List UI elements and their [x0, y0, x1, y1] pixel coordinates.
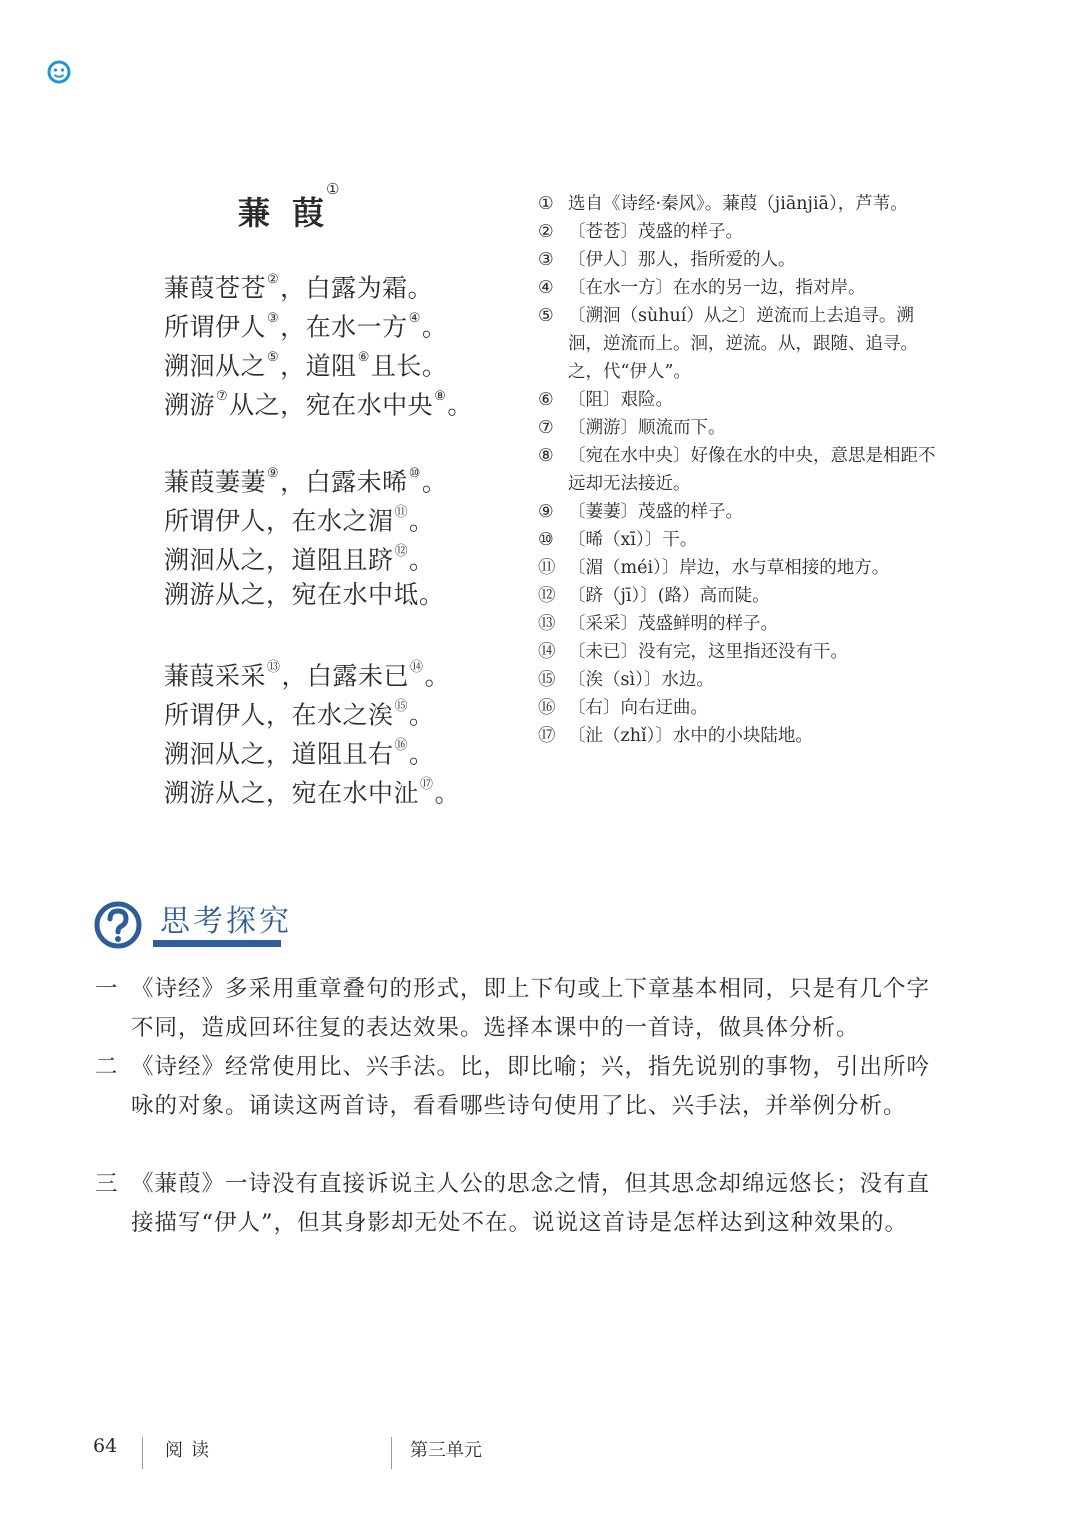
footnote-marker: ⑧: [434, 389, 447, 404]
footnote-text: 〔苍苍〕茂盛的样子。: [568, 222, 743, 242]
footnote-text: 〔沚（zhǐ）〕水中的小块陆地。: [568, 726, 813, 746]
footnote-marker: ⑭: [410, 660, 424, 675]
poem-line: [164, 652, 460, 691]
poem-stanza-1: [164, 264, 473, 420]
footnote-item: [538, 498, 948, 526]
poem-line: [164, 691, 460, 730]
footnote-number: ⑬: [538, 614, 556, 634]
poem-line: [164, 381, 473, 420]
footnote-item: [538, 442, 948, 498]
footnote-number: ④: [538, 278, 554, 298]
poem-text: 蒹葭萋萋: [164, 467, 267, 497]
poem-stanza-3: [164, 652, 460, 808]
poem-text: 。: [409, 739, 435, 769]
poem-text: 溯游从之，宛在水中坻。: [164, 580, 445, 609]
poem-line: [164, 342, 473, 381]
footnote-number: ⑤: [538, 306, 554, 326]
poem-title-mark: ①: [326, 180, 340, 199]
footnote-text: 〔溯游〕顺流而下。: [568, 418, 726, 438]
footnote-number: ③: [538, 250, 554, 270]
poem-text: 溯游从之，宛在水中沚: [164, 778, 420, 808]
poem-line: [164, 264, 473, 303]
footnote-number: ⑫: [538, 586, 556, 606]
footnote-item: [538, 582, 948, 610]
footnote-text: 〔溯洄（sùhuí）从之〕逆流而上去追寻。溯洄，逆流而上。洄，逆流。从，跟随、追寻。之，代“伊人”。: [568, 306, 918, 382]
footnote-number: ⑨: [538, 502, 554, 522]
footnote-item: [538, 302, 948, 386]
footnote-text: 〔涘（sì）〕水边。: [568, 670, 714, 690]
poem-text: 。: [421, 467, 448, 497]
footnote-text: 〔伊人〕那人，指所爱的人。: [568, 250, 796, 270]
footnote-item: [538, 274, 948, 302]
footnote-number: ①: [538, 194, 554, 214]
footnote-text: 〔宛在水中央〕好像在水的中央，意思是相距不远却无法接近。: [568, 446, 936, 494]
footnote-item: [538, 386, 948, 414]
poem-text: 。: [409, 700, 435, 730]
footnote-number: ⑰: [538, 726, 556, 746]
poem-text: ，道阻: [280, 351, 357, 381]
section-title: 思考探究: [160, 904, 292, 939]
footnote-item: [538, 218, 948, 246]
question-number: 一: [95, 976, 119, 1002]
footnote-marker: ⑥: [357, 350, 370, 365]
poem-text: 。: [409, 545, 435, 575]
poem-title: [238, 180, 347, 234]
poem-line: [164, 575, 447, 614]
poem-text: 。: [447, 390, 473, 420]
poem-stanza-2: [164, 458, 447, 614]
poem-title-text: 蒹葭: [238, 194, 347, 232]
footnote-text: 〔跻（jī）〕(路）高而陡。: [568, 586, 770, 606]
footnote-marker: ⑩: [408, 466, 421, 481]
smiley-icon: [47, 60, 71, 84]
poem-text: 溯洄从之，道阻且右: [164, 739, 394, 769]
footnote-number: ②: [538, 222, 554, 242]
footnote-marker: ⑫: [394, 544, 409, 559]
footnote-number: ⑦: [538, 418, 554, 438]
footnote-text: 〔在水一方〕在水的另一边，指对岸。: [568, 278, 866, 298]
footnote-marker: ⑦: [216, 389, 229, 404]
poem-text: 蒹葭苍苍: [164, 273, 267, 303]
poem-text: ，白露为霜。: [280, 273, 434, 303]
poem-text: 从之，宛在水中央: [229, 390, 434, 420]
poem-line: [164, 730, 460, 769]
footnote-item: [538, 190, 948, 218]
footnote-item: [538, 246, 948, 274]
poem-text: ，在水一方: [280, 312, 408, 342]
footnote-text: 〔采采〕茂盛鲜明的样子。: [568, 614, 778, 634]
question-2: [95, 1048, 945, 1126]
footnote-item: [538, 666, 948, 694]
footer-section-label: 阅读: [165, 1440, 217, 1461]
footnote-marker: ⑪: [394, 505, 409, 520]
poem-text: 溯洄从之，道阻且跻: [164, 545, 394, 575]
question-text: 《蒹葭》一诗没有直接诉说主人公的思念之情，但其思念却绵远悠长；没有直接描写“伊人”，但其身影却无处不在。说说这首诗是怎样达到这种效果的。: [131, 1171, 931, 1236]
poem-line: [164, 497, 447, 536]
footnote-text: 〔晞（xī）〕干。: [568, 530, 698, 550]
footnote-text: 〔湄（méi）〕岸边，水与草相接的地方。: [568, 558, 890, 578]
footnote-item: [538, 722, 948, 750]
poem-text: 。: [421, 312, 448, 342]
footnote-marker: ⑬: [267, 660, 281, 675]
footnote-marker: ⑯: [394, 738, 409, 753]
footnote-item: [538, 638, 948, 666]
section-underline: [153, 940, 281, 947]
question-1: [95, 970, 945, 1048]
footnote-item: [538, 610, 948, 638]
poem-text: 且长。: [370, 351, 448, 381]
footnote-marker: ⑰: [420, 777, 434, 792]
poem-text: 所谓伊人，在水之涘: [164, 700, 394, 730]
footnote-text: 〔右〕向右迂曲。: [568, 698, 708, 718]
footnote-marker: ③: [267, 311, 280, 326]
page-number: 64: [93, 1435, 118, 1457]
footnote-text: 〔阻〕艰险。: [568, 390, 673, 410]
poem-text: 。: [434, 778, 461, 808]
footnote-marker: ②: [267, 272, 280, 287]
footnote-number: ⑭: [538, 642, 556, 662]
poem-text: 所谓伊人: [164, 312, 267, 342]
footer-unit-label: 第三单元: [410, 1440, 482, 1461]
question-number: 三: [95, 1171, 119, 1197]
footnote-number: ⑯: [538, 698, 556, 718]
footnote-marker: ⑤: [267, 350, 280, 365]
question-text: 《诗经》多采用重章叠句的形式，即上下句或上下章基本相同，只是有几个字不同，造成回环往复的表达效果。选择本课中的一首诗，做具体分析。: [131, 976, 931, 1041]
footnote-number: ⑥: [538, 390, 554, 410]
footnote-marker: ⑮: [394, 699, 409, 714]
poem-line: [164, 458, 447, 497]
footnote-text: 选自《诗经·秦风》。蒹葭（jiānjiā），芦苇。: [568, 194, 908, 214]
question-icon: [94, 901, 142, 949]
footnote-item: [538, 526, 948, 554]
footnotes: [538, 190, 948, 750]
poem-text: ，白露未已: [281, 661, 410, 691]
footnote-text: 〔未已〕没有完，这里指还没有干。: [568, 642, 848, 662]
poem-text: 。: [409, 506, 435, 536]
poem-text: 溯游: [164, 390, 216, 420]
footer-divider: [391, 1437, 392, 1469]
footer-divider: [142, 1437, 143, 1469]
poem-text: 蒹葭采采: [164, 661, 267, 691]
footnote-number: ⑮: [538, 670, 556, 690]
footnote-number: ⑪: [538, 558, 556, 578]
poem-line: [164, 769, 460, 808]
poem-line: [164, 536, 447, 575]
poem-text: 溯洄从之: [164, 351, 267, 381]
footnote-marker: ④: [408, 311, 421, 326]
footnote-number: ⑧: [538, 446, 554, 466]
question-number: 二: [95, 1054, 119, 1080]
poem-text: ，白露未晞: [280, 467, 408, 497]
footnote-item: [538, 414, 948, 442]
footnote-item: [538, 554, 948, 582]
poem-line: [164, 303, 473, 342]
question-text: 《诗经》经常使用比、兴手法。比，即比喻；兴，指先说别的事物，引出所吟咏的对象。诵读这两首诗，看看哪些诗句使用了比、兴手法，并举例分析。: [131, 1054, 931, 1119]
poem-text: 。: [424, 661, 451, 691]
footnote-marker: ⑨: [267, 466, 280, 481]
question-3: [95, 1165, 945, 1243]
footnote-text: 〔萋萋〕茂盛的样子。: [568, 502, 743, 522]
footnote-number: ⑩: [538, 530, 554, 550]
poem-text: 所谓伊人，在水之湄: [164, 506, 394, 536]
footnote-item: [538, 694, 948, 722]
